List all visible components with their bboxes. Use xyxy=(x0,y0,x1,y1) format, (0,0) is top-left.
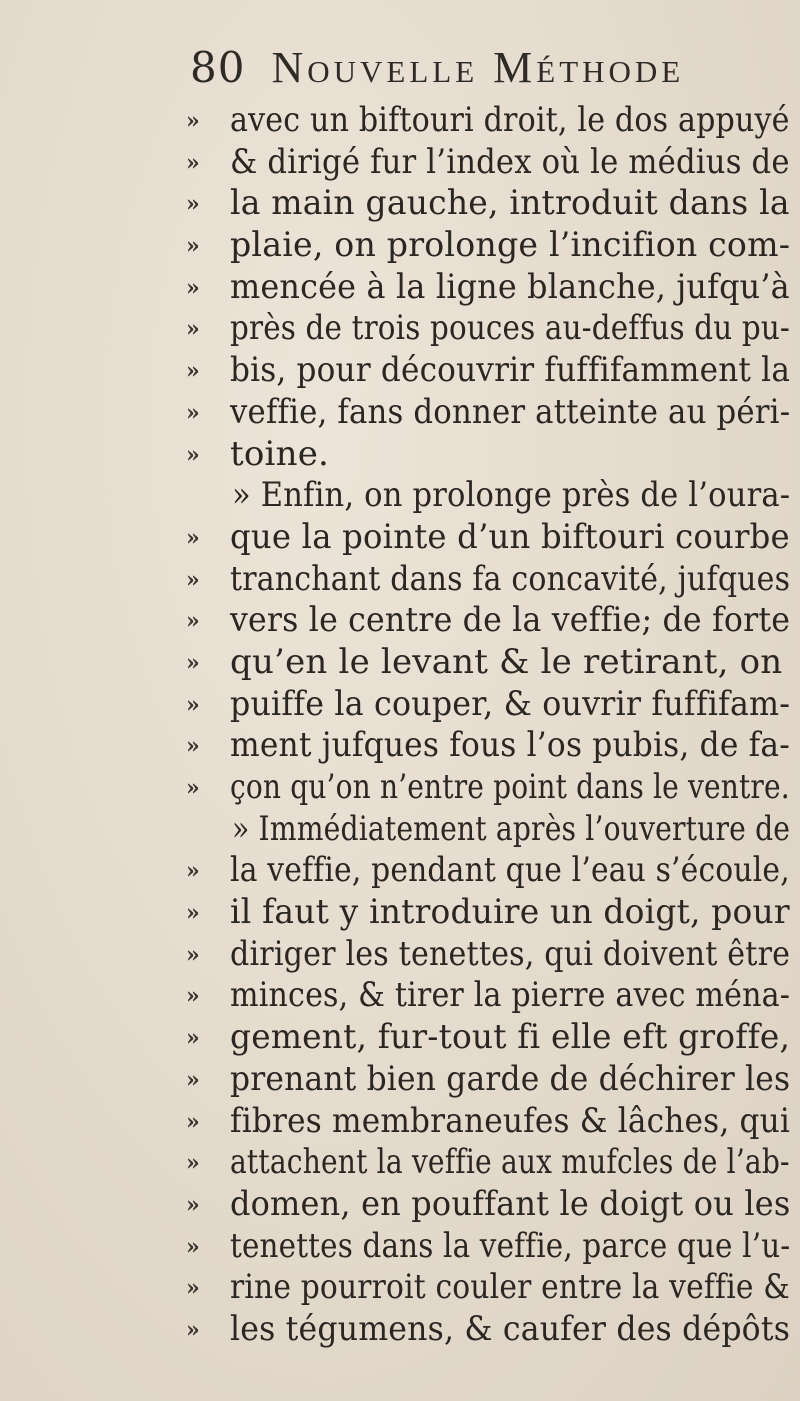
line-text: domen, en pouffant le doigt ou les xyxy=(230,1183,791,1224)
line-text: gement, fur-tout fi elle eft groffe, xyxy=(230,1017,791,1058)
quote-mark: » xyxy=(186,733,200,760)
running-title: Nouvelle Méthode xyxy=(271,43,685,92)
line-text: rine pourroit couler entre la veffie & xyxy=(230,1267,790,1308)
text-line xyxy=(0,725,800,767)
quote-mark: » xyxy=(186,858,200,885)
line-text: veffie, fans donner atteinte au péri- xyxy=(230,391,791,432)
text-line xyxy=(0,767,800,809)
line-text: que la pointe d’un biftouri courbe xyxy=(230,516,790,557)
running-head xyxy=(190,42,684,98)
quote-mark: » xyxy=(186,358,200,385)
quote-mark: » xyxy=(186,566,200,593)
text-line xyxy=(0,892,800,934)
text-line xyxy=(0,308,800,350)
text-line xyxy=(0,1017,800,1059)
quote-mark: » xyxy=(186,316,200,343)
line-text: la veffie, pendant que l’eau s’écoule, xyxy=(230,850,790,891)
text-line xyxy=(0,642,800,684)
line-text: prenant bien garde de déchirer les xyxy=(230,1058,791,1099)
body-text xyxy=(0,100,800,1351)
text-line xyxy=(0,1309,800,1351)
line-text: attachent la veffie aux mufcles de l’ab- xyxy=(230,1142,790,1183)
quote-mark: » xyxy=(186,191,200,218)
quote-mark: » xyxy=(186,1316,200,1343)
line-text: minces, & tirer la pierre avec ména- xyxy=(230,975,791,1016)
text-line-paragraph-start xyxy=(0,475,800,517)
quote-mark: » xyxy=(186,983,200,1010)
quote-mark: » xyxy=(186,691,200,718)
line-text: il faut y introduire un doigt, pour xyxy=(230,892,790,933)
text-line xyxy=(0,350,800,392)
line-text: puiffe la couper, & ouvrir fuffifam- xyxy=(230,683,791,724)
line-text: » Enfin, on prolonge près de l’oura- xyxy=(232,475,791,516)
quote-mark: » xyxy=(186,274,200,301)
text-line xyxy=(0,517,800,559)
line-text: plaie, on prolonge l’incifion com- xyxy=(230,225,791,266)
line-text: ment jufques fous l’os pubis, de fa- xyxy=(230,725,790,766)
text-line xyxy=(0,1267,800,1309)
text-line xyxy=(0,434,800,476)
quote-mark: » xyxy=(186,1025,200,1052)
quote-mark: » xyxy=(186,1108,200,1135)
page-number: 80 xyxy=(190,43,246,92)
text-line xyxy=(0,850,800,892)
text-line xyxy=(0,392,800,434)
quote-mark: » xyxy=(186,108,200,134)
line-text: çon qu’on n’entre point dans le ventre. xyxy=(230,767,790,807)
text-line xyxy=(0,1184,800,1226)
quote-mark: » xyxy=(186,941,200,968)
quote-mark: » xyxy=(186,775,200,801)
line-text: fibres membraneufes & lâches, qui xyxy=(230,1100,791,1141)
quote-mark: » xyxy=(186,1150,200,1177)
quote-mark: » xyxy=(186,399,200,426)
line-text: toine. xyxy=(230,433,330,474)
text-line xyxy=(0,267,800,309)
line-text: les tégumens, & caufer des dépôts xyxy=(230,1308,791,1349)
quote-mark: » xyxy=(186,649,200,676)
text-line xyxy=(0,1142,800,1184)
line-text: » Immédiatement après l’ouverture de xyxy=(232,808,791,849)
line-text: vers le centre de la veffie; de forte xyxy=(230,600,791,641)
text-line xyxy=(0,934,800,976)
text-line xyxy=(0,1101,800,1143)
text-line xyxy=(0,100,800,142)
text-line xyxy=(0,183,800,225)
line-text: qu’en le levant & le retirant, on xyxy=(230,641,783,682)
line-text: diriger les tenettes, qui doivent être xyxy=(230,933,791,974)
line-text: & dirigé fur l’index où le médius de xyxy=(230,141,790,182)
quote-mark: » xyxy=(186,1275,200,1302)
quote-mark: » xyxy=(186,1233,200,1260)
text-line xyxy=(0,1226,800,1268)
text-line xyxy=(0,225,800,267)
quote-mark: » xyxy=(186,149,200,176)
line-text: bis, pour découvrir fuffifamment la xyxy=(230,350,791,391)
text-line xyxy=(0,559,800,601)
line-text: mencée à la ligne blanche, jufqu’à xyxy=(230,266,790,307)
quote-mark: » xyxy=(186,524,200,551)
quote-mark: » xyxy=(186,233,200,260)
text-line xyxy=(0,975,800,1017)
line-text: tenettes dans la veffie, parce que l’u- xyxy=(230,1225,791,1266)
quote-mark: » xyxy=(186,1066,200,1093)
text-line xyxy=(0,142,800,184)
text-line xyxy=(0,600,800,642)
line-text: avec un biftouri droit, le dos appuyé xyxy=(230,100,790,140)
text-line xyxy=(0,684,800,726)
quote-mark: » xyxy=(186,900,200,927)
quote-mark: » xyxy=(186,1191,200,1218)
line-text: la main gauche, introduit dans la xyxy=(230,183,790,224)
line-text: tranchant dans fa concavité, jufques xyxy=(230,558,791,599)
line-text: près de trois pouces au-deffus du pu- xyxy=(230,308,791,349)
text-line xyxy=(0,1059,800,1101)
quote-mark: » xyxy=(186,608,200,635)
quote-mark: » xyxy=(186,441,200,468)
text-line-paragraph-start xyxy=(0,809,800,851)
